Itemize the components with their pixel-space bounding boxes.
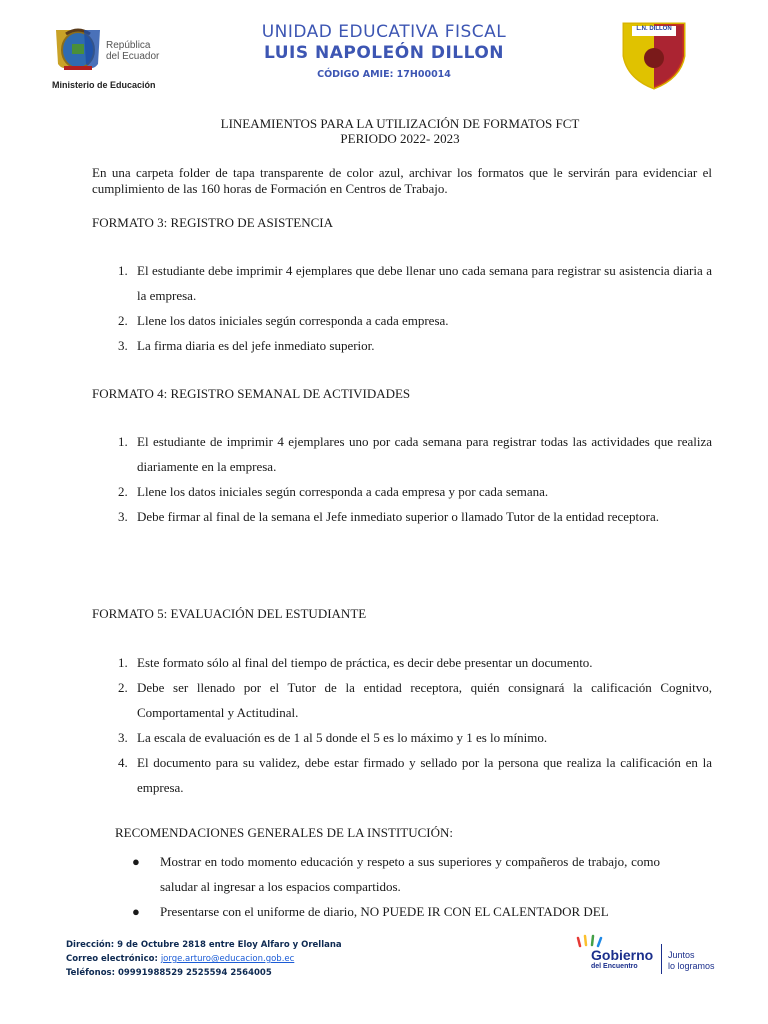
list-item: 3. La firma diaria es del jefe inmediato superior. bbox=[118, 338, 375, 353]
intro-paragraph: En una carpeta folder de tapa transparente de color azul, archivar los formatos que le servirán para evidenciar el cumplimiento de las 160 horas de Formación en Centros de Trabajo. bbox=[92, 165, 712, 196]
gobierno-tag-line1: Juntos bbox=[668, 950, 695, 960]
list-item: 2. Llene los datos iniciales según corresponda a cada empresa. bbox=[118, 313, 449, 328]
list-item: 2. Llene los datos iniciales según corresponda a cada empresa y por cada semana. bbox=[118, 484, 549, 499]
recommendations-heading: RECOMENDACIONES GENERALES DE LA INSTITUCIÓN: bbox=[115, 825, 453, 840]
footer-email-row bbox=[66, 952, 342, 966]
formato-4-list bbox=[92, 429, 712, 529]
school-crest bbox=[620, 20, 688, 90]
bullet-icon: ● bbox=[132, 854, 140, 869]
title-line2: PERIODO 2022- 2023 bbox=[340, 131, 460, 146]
gobierno-name: Gobierno bbox=[591, 947, 654, 963]
footer-address: Dirección: 9 de Octubre 2818 entre Eloy Alfaro y Orellana bbox=[66, 940, 342, 950]
list-item: 1. El estudiante de imprimir 4 ejemplares uno por cada semana para registrar todas las actividades que realiza diariamente en la empresa. bbox=[118, 434, 712, 474]
document-title bbox=[0, 116, 768, 146]
list-item: ● Presentarse con el uniforme de diario, NO PUEDE IR CON EL CALENTADOR DEL bbox=[130, 899, 660, 924]
ministry-name: Ministerio de Educación bbox=[52, 80, 156, 90]
list-item: 3. La escala de evaluación es de 1 al 5 donde el 5 es lo máximo y 1 es lo mínimo. bbox=[118, 730, 548, 745]
school-line1: UNIDAD EDUCATIVA FISCAL bbox=[261, 22, 507, 42]
section-heading-formato-3: FORMATO 3: REGISTRO DE ASISTENCIA bbox=[92, 215, 334, 230]
logo-text-line1: República bbox=[106, 40, 151, 51]
list-item: 2. Debe ser llenado por el Tutor de la entidad receptora, quién consignará la calificación Cognitvo, Comportamental y Actitudinal. bbox=[118, 680, 712, 720]
footer-phones: Teléfonos: 09991988529 2525594 2564005 bbox=[66, 968, 272, 978]
gobierno-tag-line2: lo logramos bbox=[668, 961, 715, 971]
formato-3-list bbox=[92, 258, 712, 358]
list-item: 1. Este formato sólo al final del tiempo de práctica, es decir debe presentar un documento. bbox=[118, 655, 593, 670]
amie-code: CÓDIGO AMIE: 17H00014 bbox=[317, 69, 451, 80]
list-item: 3. Debe firmar al final de la semana el Jefe inmediato superior o llamado Tutor de la entidad receptora. bbox=[118, 509, 659, 524]
list-item: 1. El estudiante debe imprimir 4 ejemplares que debe llenar uno cada semana para registrar su asistencia diaria a la empresa. bbox=[118, 263, 712, 303]
gobierno-divider bbox=[661, 944, 662, 974]
section-heading-formato-5: FORMATO 5: EVALUACIÓN DEL ESTUDIANTE bbox=[92, 606, 367, 621]
email-link[interactable]: jorge.arturo@educacion.gob.ec bbox=[160, 954, 295, 964]
footer-contact bbox=[66, 938, 342, 980]
formato-5-list bbox=[92, 650, 712, 800]
logo-text-line2: del Ecuador bbox=[106, 51, 160, 62]
list-item: 4. El documento para su validez, debe estar firmado y sellado por la persona que realiza la calificación en la empresa. bbox=[118, 755, 712, 795]
gobierno-sub: del Encuentro bbox=[591, 963, 638, 970]
school-line2: LUIS NAPOLEÓN DILLON bbox=[263, 43, 505, 63]
section-heading-formato-4: FORMATO 4: REGISTRO SEMANAL DE ACTIVIDADES bbox=[92, 386, 411, 401]
title-line1: LINEAMIENTOS PARA LA UTILIZACIÓN DE FORMATOS FCT bbox=[220, 116, 580, 131]
crest-text: L.N. DILLON bbox=[636, 26, 672, 32]
list-item: ● Mostrar en todo momento educación y respeto a sus superiores y compañeros de trabajo, como saludar al ingresar a los espacios compartidos. bbox=[130, 849, 660, 899]
gobierno-rays-icon bbox=[576, 934, 606, 948]
gobierno-tagline bbox=[668, 950, 715, 972]
bullet-icon: ● bbox=[132, 904, 140, 919]
footer-email-label: Correo electrónico: bbox=[66, 954, 161, 964]
recommendations-list bbox=[130, 849, 660, 924]
